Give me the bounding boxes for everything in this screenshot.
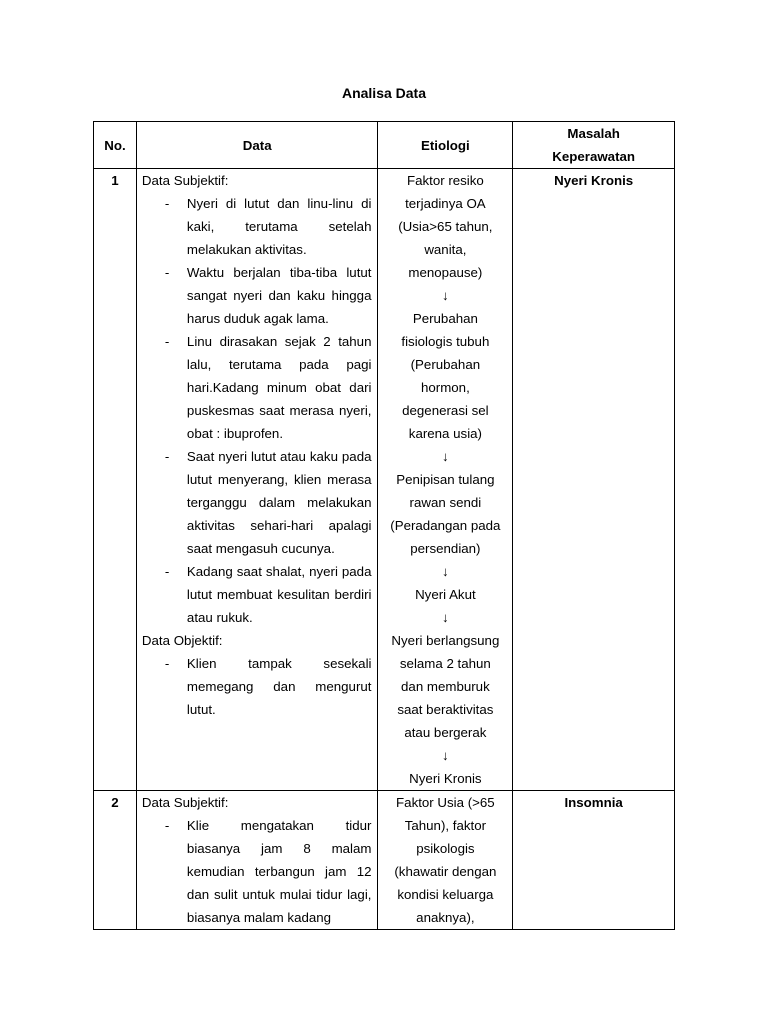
subjektif-list	[142, 192, 372, 629]
masalah-cell: Nyeri Kronis	[513, 169, 675, 791]
table-row	[94, 791, 675, 930]
header-row	[94, 122, 675, 169]
arrow-down-icon: ↓	[442, 288, 449, 303]
objektif-label: Data Objektif:	[141, 633, 223, 648]
subjektif-label: Data Subjektif:	[141, 173, 229, 188]
arrow-down-icon: ↓	[442, 449, 449, 464]
list-item: - Klien tampak sesekali memegang dan mengurut lutut.	[164, 656, 372, 717]
objektif-list	[142, 652, 372, 721]
arrow-down-icon: ↓	[442, 748, 449, 763]
header-masalah	[513, 122, 675, 169]
header-etiologi: Etiologi	[378, 122, 513, 169]
arrow-down-icon: ↓	[442, 610, 449, 625]
row-number: 1	[94, 169, 137, 791]
etiologi-cell: Faktor Usia (>65 Tahun), faktor psikologis (khawatir dengan kondisi keluarga anaknya),	[378, 791, 513, 930]
row-number: 2	[94, 791, 137, 930]
page-title: Analisa Data	[341, 85, 427, 101]
list-item: - Linu dirasakan sejak 2 tahun lalu, terutama pada pagi hari.Kadang minum obat dari puskesmas saat merasa nyeri, obat : ibuprofen.	[164, 334, 372, 441]
etiologi-cell: Faktor resiko terjadinya OA (Usia>65 tahun, wanita, menopause) ↓ Perubahan fisiologis tubuh (Perubahan hormon, degenerasi sel karena usia) ↓ Penipisan tulang rawan sendi (Peradangan pada persendian) ↓ Nyeri Akut ↓ Nyeri berlangsung selama 2 tahun dan memburuk saat beraktivitas atau bergerak ↓ Nyeri Kronis	[378, 169, 513, 791]
subjektif-list	[142, 814, 372, 929]
list-item: - Klie mengatakan tidur biasanya jam 8 malam kemudian terbangun jam 12 dan sulit untuk mulai tidur lagi, biasanya malam kadang	[164, 818, 372, 925]
list-item: - Saat nyeri lutut atau kaku pada lutut menyerang, klien merasa terganggu dalam melakukan aktivitas sehari-hari apalagi saat mengasuh cucunya.	[164, 449, 372, 556]
list-item: - Waktu berjalan tiba-tiba lutut sangat nyeri dan kaku hingga harus duduk agak lama.	[164, 265, 372, 326]
table-row	[94, 169, 675, 791]
analisa-data-table	[93, 121, 675, 930]
data-cell	[136, 169, 378, 791]
data-cell	[136, 791, 378, 930]
list-item: - Nyeri di lutut dan linu-linu di kaki, terutama setelah melakukan aktivitas.	[164, 196, 372, 257]
masalah-cell: Insomnia	[513, 791, 675, 930]
header-no: No.	[94, 122, 137, 169]
subjektif-label: Data Subjektif:	[141, 795, 229, 810]
list-item: - Kadang saat shalat, nyeri pada lutut membuat kesulitan berdiri atau rukuk.	[164, 564, 372, 625]
header-masalah-line2: Keperawatan	[552, 149, 636, 164]
arrow-down-icon: ↓	[442, 564, 449, 579]
header-data: Data	[136, 122, 378, 169]
header-masalah-line1: Masalah	[567, 126, 620, 141]
